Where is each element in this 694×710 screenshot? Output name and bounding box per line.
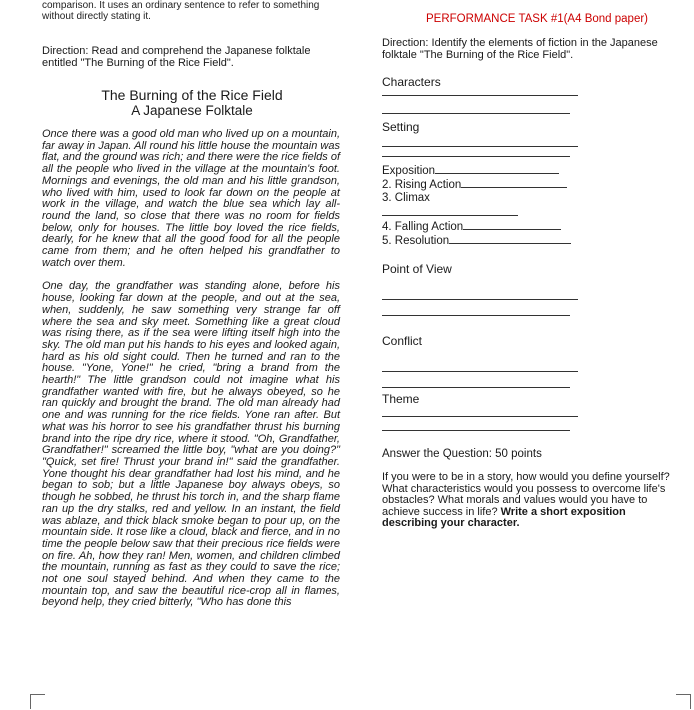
top-snippet: comparison. It uses an ordinary sentence to refer to something without directly stating it.	[42, 0, 320, 22]
story-text	[42, 129, 340, 609]
theme-line-1[interactable]	[382, 416, 578, 417]
answer-question-title: Answer the Question: 50 points	[382, 448, 542, 460]
plot-falling-action	[382, 220, 561, 233]
right-direction: Direction: Identify the elements of fiction in the Japanese folktale "The Burning of the Rice Field".	[382, 37, 658, 61]
setting-label: Setting	[382, 120, 420, 134]
page-corner-mark-left	[30, 694, 45, 709]
plot-climax-label: 3. Climax	[382, 192, 430, 204]
story-subtitle: A Japanese Folktale	[131, 103, 253, 118]
characters-line-1[interactable]	[382, 95, 578, 96]
conflict-label: Conflict	[382, 334, 423, 348]
performance-task-title: PERFORMANCE TASK #1(A4 Bond paper)	[426, 13, 648, 25]
plot-resolution-label: 5. Resolution	[382, 235, 450, 247]
theme-line-2[interactable]	[382, 430, 570, 431]
plot-rising-action-label: 2. Rising Action	[382, 179, 462, 191]
answer-question-body	[382, 472, 677, 530]
plot-rising-action-blank[interactable]	[461, 178, 567, 188]
characters-line-2[interactable]	[382, 113, 570, 114]
plot-exposition	[382, 164, 559, 177]
conflict-line-1[interactable]	[382, 371, 578, 372]
plot-rising-action	[382, 178, 567, 191]
plot-falling-action-label: 4. Falling Action	[382, 221, 464, 233]
setting-line-2[interactable]	[382, 156, 570, 157]
point-of-view-label: Point of View	[382, 262, 452, 276]
answer-question-text: If you were to be in a story, how would you define yourself? What characteristics would you possess to overcome life's obstacles? What morals and values would you have to achieve success in life?	[382, 471, 670, 518]
plot-climax-line[interactable]	[382, 215, 518, 216]
story-paragraph-2: One day, the grandfather was standing alone, before his house, looking far down at the people, and out at the sea, when, suddenly, he saw something very strange far off where the sea and sky meet. Something like a great cloud was rising there, as if the sea were lifting itself high into the sky. The old man put his hands to his eyes and looked again, hard as his old sight could. Then he turned and ran to the house. "Yone, Yone!" he cried, "bring a brand from the hearth!" The little grandson could not imagine what his grandfather wanted with fire, but he always obeyed, so he ran quickly and brought the brand. The old man already had one and was running for the rice fields. Yone ran after. But what was his horror to see his grandfather thrust his burning brand into the ripe dry rice, where it stood. "Oh, Grandfather, Grandfather!" screamed the little boy, "what are you doing?" "Quick, set fire! Thrust your brand in!" said the grandfather. Yone thought his dear grandfather had lost his mind, and he began to sob; but a little Japanese boy always obeys, so though he sobbed, he thrust his torch in, and the sharp flame ran up the dry stalks, red and yellow. In an instant, the field was ablaze, and thick black smoke began to pour up, on the mountain side. It rose like a cloud, black and fierce, and in no time the people below saw that their precious rice fields were on fire. Ah, how they ran! Men, women, and children climbed the mountain, running as fast as they could to save the rice; not one soul stayed behind. And when they came to the mountain top, and saw the beautiful rice-crop all in flames, beyond help, they cried bitterly, "Who has done this	[42, 280, 340, 609]
page-corner-mark-right	[676, 694, 691, 709]
plot-resolution-blank[interactable]	[449, 234, 571, 244]
pov-line-1[interactable]	[382, 299, 578, 300]
left-direction: Direction: Read and comprehend the Japanese folktale entitled "The Burning of the Rice Field".	[42, 45, 311, 69]
conflict-line-2[interactable]	[382, 387, 570, 388]
characters-label: Characters	[382, 75, 441, 89]
plot-climax	[382, 192, 430, 204]
theme-label: Theme	[382, 392, 420, 406]
setting-line-1[interactable]	[382, 146, 578, 147]
pov-line-2[interactable]	[382, 315, 570, 316]
plot-falling-action-blank[interactable]	[463, 220, 561, 230]
story-title: The Burning of the Rice Field	[101, 87, 283, 103]
plot-exposition-label: Exposition	[382, 165, 436, 177]
plot-resolution	[382, 234, 571, 247]
story-paragraph-1: Once there was a good old man who lived up on a mountain, far away in Japan. All round his little house the mountain was flat, and the ground was rich; and there were the rice fields of all the people who lived in the village at the mountain's foot. Mornings and evenings, the old man and his little grandson, who lived with him, used to look far down on the people at work in the village, and watch the blue sea which lay all-round the land, so close that there was no room for fields below, only for houses. The little boy loved the rice fields, dearly, for he knew that all the good food for all the people came from them; and he often helped his grandfather to watch over them.	[42, 128, 340, 269]
plot-exposition-blank[interactable]	[435, 164, 559, 174]
answer-question-instruction: Write a short exposition describing your character.	[382, 505, 626, 530]
